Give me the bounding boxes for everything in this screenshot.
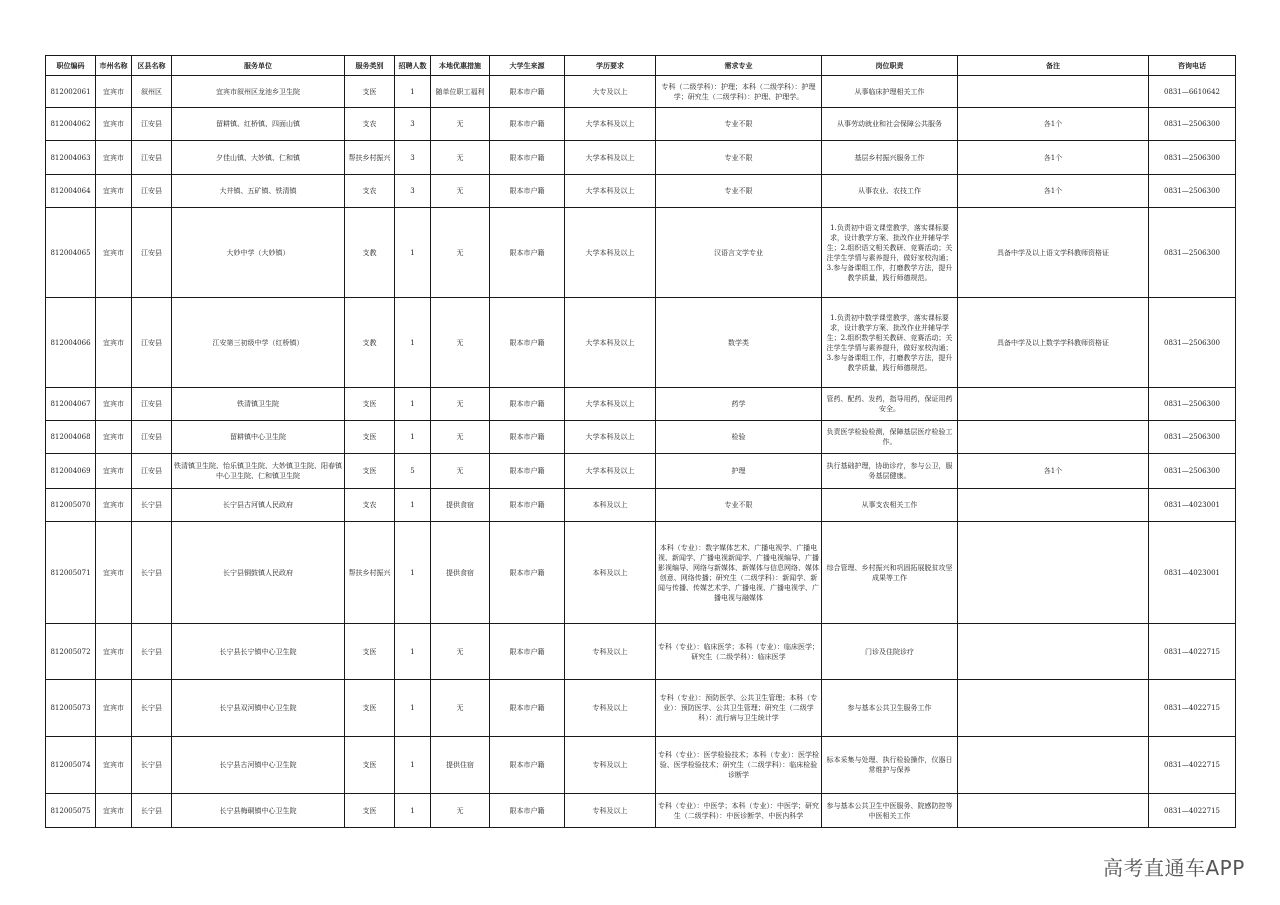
cell-headcount: 3 — [395, 175, 431, 208]
cell-county-name: 江安县 — [132, 388, 172, 421]
cell-service-unit: 长宁县梅硐镇中心卫生院 — [172, 794, 345, 828]
cell-required-major: 专业不限 — [656, 141, 822, 175]
cell-service-type: 帮扶乡村振兴 — [345, 522, 395, 624]
cell-local-benefits: 提供食宿 — [431, 522, 490, 624]
column-header-county-name: 区县名称 — [132, 56, 172, 76]
cell-headcount: 1 — [395, 522, 431, 624]
cell-service-type: 支农 — [345, 175, 395, 208]
cell-headcount: 5 — [395, 454, 431, 489]
cell-phone: 0831—4022715 — [1149, 680, 1236, 737]
cell-job-duties: 综合管理、乡村振兴和巩固拓展脱贫攻坚成果等工作 — [822, 522, 958, 624]
cell-service-unit: 长宁县长宁镇中心卫生院 — [172, 624, 345, 680]
cell-service-type: 支医 — [345, 794, 395, 828]
column-header-education-requirement: 学历要求 — [565, 56, 656, 76]
cell-phone: 0831—2506300 — [1149, 454, 1236, 489]
cell-county-name: 江安县 — [132, 108, 172, 141]
cell-service-unit: 长宁县古河镇中心卫生院 — [172, 737, 345, 794]
cell-local-benefits: 提供住宿 — [431, 737, 490, 794]
column-header-service-type: 服务类别 — [345, 56, 395, 76]
cell-education-requirement: 专科及以上 — [565, 624, 656, 680]
cell-city-name: 宜宾市 — [96, 298, 132, 388]
cell-local-benefits: 无 — [431, 388, 490, 421]
cell-county-name: 江安县 — [132, 175, 172, 208]
cell-required-major: 本科（专业）：数字媒体艺术、广播电视学、广播电视、新闻学、广播电视新闻学、广播电视编导、广播影视编导、网络与新媒体、新媒体与信息网络、媒体创意、网络传播；研究生（二级学科）：新闻学、新闻与传播、传媒艺术学、广播电视、广播电视学、广播电视与融媒体 — [656, 522, 822, 624]
recruitment-table — [45, 55, 1236, 828]
cell-service-unit: 铁清镇卫生院 — [172, 388, 345, 421]
cell-job-duties: 从事劳动就业和社会保障公共服务 — [822, 108, 958, 141]
cell-service-unit: 留耕镇中心卫生院 — [172, 421, 345, 454]
cell-service-type: 支医 — [345, 624, 395, 680]
cell-position-code: 812004067 — [46, 388, 96, 421]
cell-required-major: 汉语言文学专业 — [656, 208, 822, 298]
cell-position-code: 812004069 — [46, 454, 96, 489]
cell-city-name: 宜宾市 — [96, 489, 132, 522]
cell-service-unit: 铁清镇卫生院、怡乐镇卫生院、大妙镇卫生院、阳春镇中心卫生院、仁和镇卫生院 — [172, 454, 345, 489]
cell-phone: 0831—4022715 — [1149, 737, 1236, 794]
cell-job-duties: 1.负责初中数学课堂教学，落实课标要求，设计教学方案、批改作业并辅导学生；2.组织数学相关教研、竞赛活动；关注学生学情与素养提升，做好家校沟通；3.参与备课组工作，打磨教学方法，提升教学质量，践行师德规范。 — [822, 298, 958, 388]
cell-service-unit: 长宁县铜鼓镇人民政府 — [172, 522, 345, 624]
cell-education-requirement: 大学本科及以上 — [565, 298, 656, 388]
table-row — [46, 388, 1236, 421]
cell-local-benefits: 提供食宿 — [431, 489, 490, 522]
table-row — [46, 522, 1236, 624]
cell-student-source: 限本市户籍 — [490, 680, 565, 737]
cell-headcount: 1 — [395, 421, 431, 454]
cell-education-requirement: 大学本科及以上 — [565, 108, 656, 141]
cell-job-duties: 基层乡村振兴服务工作 — [822, 141, 958, 175]
cell-education-requirement: 本科及以上 — [565, 522, 656, 624]
watermark: 高考直通车APP — [1103, 856, 1245, 880]
cell-local-benefits: 随单位职工福利 — [431, 76, 490, 108]
cell-remarks — [958, 624, 1149, 680]
cell-job-duties: 从事支农相关工作 — [822, 489, 958, 522]
cell-service-type: 支农 — [345, 489, 395, 522]
cell-county-name: 长宁县 — [132, 624, 172, 680]
table-row — [46, 624, 1236, 680]
table-body — [46, 76, 1236, 828]
cell-position-code: 812005070 — [46, 489, 96, 522]
cell-headcount: 1 — [395, 794, 431, 828]
cell-county-name: 长宁县 — [132, 522, 172, 624]
cell-county-name: 江安县 — [132, 298, 172, 388]
cell-county-name: 长宁县 — [132, 680, 172, 737]
cell-local-benefits: 无 — [431, 680, 490, 737]
cell-service-unit: 大井镇、五矿镇、铁清镇 — [172, 175, 345, 208]
table-row — [46, 141, 1236, 175]
cell-student-source: 限本市户籍 — [490, 141, 565, 175]
column-header-local-benefits: 本地优惠措施 — [431, 56, 490, 76]
cell-phone: 0831—2506300 — [1149, 108, 1236, 141]
cell-service-type: 支医 — [345, 421, 395, 454]
cell-phone: 0831—2506300 — [1149, 141, 1236, 175]
cell-headcount: 1 — [395, 680, 431, 737]
cell-service-type: 帮扶乡村振兴 — [345, 141, 395, 175]
cell-city-name: 宜宾市 — [96, 108, 132, 141]
cell-service-unit: 留耕镇、红桥镇、四面山镇 — [172, 108, 345, 141]
cell-remarks — [958, 421, 1149, 454]
cell-city-name: 宜宾市 — [96, 76, 132, 108]
cell-education-requirement: 大学本科及以上 — [565, 208, 656, 298]
column-header-service-unit: 服务单位 — [172, 56, 345, 76]
cell-position-code: 812004068 — [46, 421, 96, 454]
cell-position-code: 812004062 — [46, 108, 96, 141]
table-row — [46, 421, 1236, 454]
cell-remarks — [958, 76, 1149, 108]
cell-local-benefits: 无 — [431, 421, 490, 454]
cell-required-major: 专业不限 — [656, 489, 822, 522]
cell-city-name: 宜宾市 — [96, 175, 132, 208]
header-row — [46, 56, 1236, 76]
cell-city-name: 宜宾市 — [96, 421, 132, 454]
cell-remarks: 各1个 — [958, 141, 1149, 175]
cell-position-code: 812005072 — [46, 624, 96, 680]
cell-phone: 0831—2506300 — [1149, 388, 1236, 421]
cell-student-source: 限本市户籍 — [490, 298, 565, 388]
cell-service-type: 支医 — [345, 680, 395, 737]
cell-service-type: 支医 — [345, 737, 395, 794]
cell-city-name: 宜宾市 — [96, 208, 132, 298]
cell-student-source: 限本市户籍 — [490, 76, 565, 108]
cell-position-code: 812004065 — [46, 208, 96, 298]
cell-required-major: 药学 — [656, 388, 822, 421]
cell-headcount: 1 — [395, 489, 431, 522]
cell-remarks — [958, 680, 1149, 737]
cell-required-major: 专科（专业）：临床医学；本科（专业）：临床医学；研究生（二级学科）：临床医学 — [656, 624, 822, 680]
cell-position-code: 812004066 — [46, 298, 96, 388]
cell-student-source: 限本市户籍 — [490, 175, 565, 208]
column-header-phone: 咨询电话 — [1149, 56, 1236, 76]
cell-city-name: 宜宾市 — [96, 624, 132, 680]
cell-county-name: 江安县 — [132, 454, 172, 489]
table-row — [46, 108, 1236, 141]
table-row — [46, 76, 1236, 108]
cell-student-source: 限本市户籍 — [490, 208, 565, 298]
cell-position-code: 812005074 — [46, 737, 96, 794]
cell-headcount: 3 — [395, 141, 431, 175]
cell-service-unit: 长宁县双河镇中心卫生院 — [172, 680, 345, 737]
cell-education-requirement: 大专及以上 — [565, 76, 656, 108]
cell-student-source: 限本市户籍 — [490, 624, 565, 680]
cell-job-duties: 参与基本公共卫生服务工作 — [822, 680, 958, 737]
cell-job-duties: 参与基本公共卫生中医服务、院感防控等中医相关工作 — [822, 794, 958, 828]
cell-service-type: 支农 — [345, 108, 395, 141]
cell-required-major: 数学类 — [656, 298, 822, 388]
cell-city-name: 宜宾市 — [96, 454, 132, 489]
table-row — [46, 175, 1236, 208]
cell-county-name: 江安县 — [132, 141, 172, 175]
cell-job-duties: 门诊及住院诊疗 — [822, 624, 958, 680]
cell-required-major: 专科（专业）：中医学；本科（专业）：中医学；研究生（二级学科）：中医诊断学、中医内科学 — [656, 794, 822, 828]
cell-education-requirement: 专科及以上 — [565, 737, 656, 794]
cell-remarks: 具备中学及以上语文学科教师资格证 — [958, 208, 1149, 298]
cell-phone: 0831—4023001 — [1149, 522, 1236, 624]
cell-phone: 0831—2506300 — [1149, 421, 1236, 454]
cell-service-unit: 长宁县古河镇人民政府 — [172, 489, 345, 522]
cell-job-duties: 负责医学检验检测，保障基层医疗检验工作。 — [822, 421, 958, 454]
cell-student-source: 限本市户籍 — [490, 489, 565, 522]
table-row — [46, 208, 1236, 298]
cell-local-benefits: 无 — [431, 141, 490, 175]
column-header-headcount: 招聘人数 — [395, 56, 431, 76]
cell-service-type: 支教 — [345, 298, 395, 388]
table-row — [46, 454, 1236, 489]
cell-remarks — [958, 489, 1149, 522]
cell-remarks — [958, 388, 1149, 421]
cell-local-benefits: 无 — [431, 208, 490, 298]
cell-education-requirement: 大学本科及以上 — [565, 141, 656, 175]
cell-education-requirement: 大学本科及以上 — [565, 175, 656, 208]
cell-phone: 0831—2506300 — [1149, 298, 1236, 388]
cell-city-name: 宜宾市 — [96, 522, 132, 624]
cell-remarks: 各1个 — [958, 108, 1149, 141]
table-row — [46, 737, 1236, 794]
cell-required-major: 专业不限 — [656, 108, 822, 141]
cell-phone: 0831—2506300 — [1149, 175, 1236, 208]
cell-county-name: 江安县 — [132, 421, 172, 454]
cell-service-unit: 江安第三初级中学（红桥镇） — [172, 298, 345, 388]
cell-position-code: 812005071 — [46, 522, 96, 624]
cell-service-type: 支医 — [345, 388, 395, 421]
cell-remarks — [958, 522, 1149, 624]
cell-education-requirement: 大学本科及以上 — [565, 421, 656, 454]
cell-local-benefits: 无 — [431, 624, 490, 680]
cell-required-major: 专业不限 — [656, 175, 822, 208]
cell-student-source: 限本市户籍 — [490, 454, 565, 489]
column-header-student-source: 大学生来源 — [490, 56, 565, 76]
cell-service-unit: 夕佳山镇、大妙镇、仁和镇 — [172, 141, 345, 175]
column-header-job-duties: 岗位职责 — [822, 56, 958, 76]
cell-county-name: 长宁县 — [132, 794, 172, 828]
cell-service-type: 支医 — [345, 454, 395, 489]
cell-student-source: 限本市户籍 — [490, 108, 565, 141]
table-row — [46, 489, 1236, 522]
cell-headcount: 1 — [395, 76, 431, 108]
cell-phone: 0831—4022715 — [1149, 624, 1236, 680]
cell-position-code: 812004064 — [46, 175, 96, 208]
table-row — [46, 680, 1236, 737]
cell-county-name: 江安县 — [132, 208, 172, 298]
cell-education-requirement: 大学本科及以上 — [565, 388, 656, 421]
cell-position-code: 812004063 — [46, 141, 96, 175]
cell-phone: 0831—2506300 — [1149, 208, 1236, 298]
cell-county-name: 长宁县 — [132, 737, 172, 794]
cell-local-benefits: 无 — [431, 794, 490, 828]
cell-job-duties: 从事农业、农技工作 — [822, 175, 958, 208]
cell-city-name: 宜宾市 — [96, 680, 132, 737]
cell-headcount: 1 — [395, 737, 431, 794]
cell-student-source: 限本市户籍 — [490, 522, 565, 624]
cell-required-major: 检验 — [656, 421, 822, 454]
cell-local-benefits: 无 — [431, 175, 490, 208]
cell-student-source: 限本市户籍 — [490, 737, 565, 794]
cell-service-unit: 宜宾市叙州区龙池乡卫生院 — [172, 76, 345, 108]
cell-education-requirement: 专科及以上 — [565, 680, 656, 737]
cell-phone: 0831—6610642 — [1149, 76, 1236, 108]
cell-remarks: 各1个 — [958, 454, 1149, 489]
column-header-remarks: 备注 — [958, 56, 1149, 76]
cell-local-benefits: 无 — [431, 454, 490, 489]
cell-student-source: 限本市户籍 — [490, 794, 565, 828]
cell-headcount: 1 — [395, 298, 431, 388]
cell-required-major: 专科（专业）：医学检验技术；本科（专业）：医学检验、医学检验技术；研究生（二级学科）：临床检验诊断学 — [656, 737, 822, 794]
cell-local-benefits: 无 — [431, 298, 490, 388]
cell-phone: 0831—4023001 — [1149, 489, 1236, 522]
cell-job-duties: 从事临床护理相关工作 — [822, 76, 958, 108]
cell-service-type: 支教 — [345, 208, 395, 298]
cell-headcount: 3 — [395, 108, 431, 141]
cell-remarks — [958, 737, 1149, 794]
cell-county-name: 长宁县 — [132, 489, 172, 522]
cell-headcount: 1 — [395, 388, 431, 421]
cell-service-type: 支医 — [345, 76, 395, 108]
cell-local-benefits: 无 — [431, 108, 490, 141]
table-row — [46, 298, 1236, 388]
cell-student-source: 限本市户籍 — [490, 421, 565, 454]
cell-required-major: 专科（二级学科）：护理；本科（二级学科）：护理学；研究生（二级学科）：护理、护理学。 — [656, 76, 822, 108]
cell-education-requirement: 专科及以上 — [565, 794, 656, 828]
cell-job-duties: 1.负责初中语文课堂教学，落实课标要求，设计教学方案、批改作业并辅导学生；2.组织语文相关教研、竞赛活动；关注学生学情与素养提升，做好家校沟通；3.参与备课组工作，打磨教学方法，提升教学质量，践行师德规范。 — [822, 208, 958, 298]
cell-required-major: 护理 — [656, 454, 822, 489]
cell-position-code: 812005075 — [46, 794, 96, 828]
cell-remarks: 具备中学及以上数学学科教师资格证 — [958, 298, 1149, 388]
cell-position-code: 812005073 — [46, 680, 96, 737]
cell-headcount: 1 — [395, 208, 431, 298]
cell-remarks — [958, 794, 1149, 828]
cell-city-name: 宜宾市 — [96, 737, 132, 794]
cell-service-unit: 大妙中学（大妙镇） — [172, 208, 345, 298]
cell-city-name: 宜宾市 — [96, 141, 132, 175]
cell-job-duties: 管药、配药、发药，指导用药，保证用药安全。 — [822, 388, 958, 421]
cell-county-name: 叙州区 — [132, 76, 172, 108]
cell-phone: 0831—4022715 — [1149, 794, 1236, 828]
cell-position-code: 812002061 — [46, 76, 96, 108]
column-header-position-code: 职位编码 — [46, 56, 96, 76]
column-header-required-major: 需求专业 — [656, 56, 822, 76]
cell-education-requirement: 大学本科及以上 — [565, 454, 656, 489]
cell-remarks: 各1个 — [958, 175, 1149, 208]
column-header-city-name: 市州名称 — [96, 56, 132, 76]
cell-education-requirement: 本科及以上 — [565, 489, 656, 522]
cell-headcount: 1 — [395, 624, 431, 680]
cell-required-major: 专科（专业）：预防医学、公共卫生管理；本科（专业）：预防医学、公共卫生管理；研究生（二级学科）：流行病与卫生统计学 — [656, 680, 822, 737]
cell-city-name: 宜宾市 — [96, 794, 132, 828]
cell-job-duties: 标本采集与处理、执行检验操作，仪器日常维护与保养 — [822, 737, 958, 794]
cell-city-name: 宜宾市 — [96, 388, 132, 421]
table-row — [46, 794, 1236, 828]
cell-student-source: 限本市户籍 — [490, 388, 565, 421]
cell-job-duties: 执行基础护理，协助诊疗，参与公卫，服务基层健康。 — [822, 454, 958, 489]
